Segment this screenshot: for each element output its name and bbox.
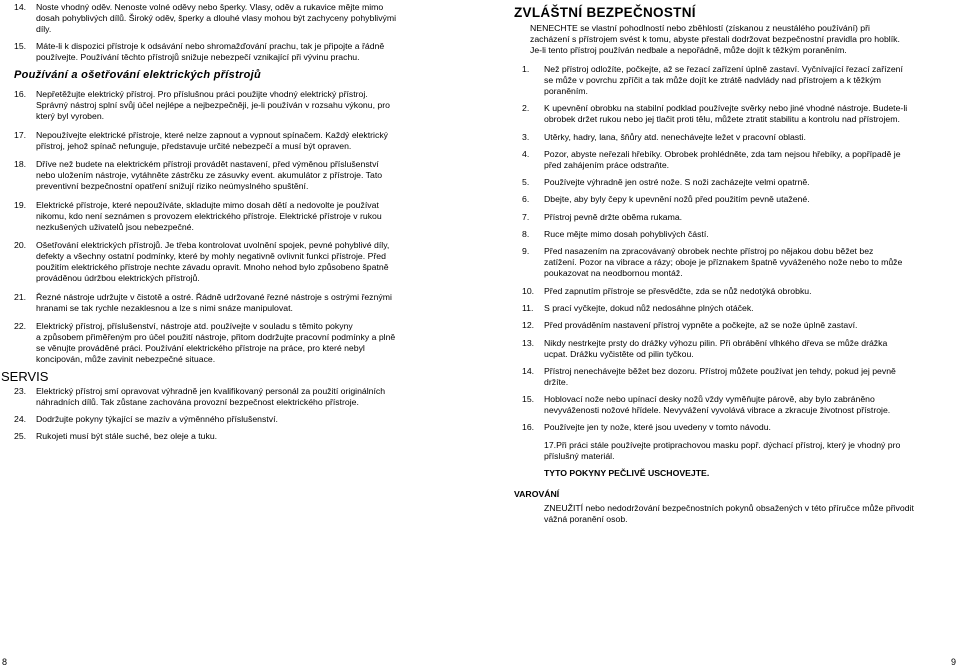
item-text: Máte-li k dispozici přístroje k odsávání nebo shromažďování prachu, tak je připojte a řádně používejte. Používání těchto přístrojů snižuje nebezpečí vznikající při vývinu prachu. (36, 41, 385, 62)
item-number: 25. (14, 430, 27, 441)
item-number: 4. (522, 148, 530, 159)
list-item (14, 321, 446, 365)
list-item (14, 89, 446, 122)
item-text: Dbejte, aby byly čepy k upevnění nožů před použitím pevně utažené. (544, 194, 810, 205)
item-text: Elektrické přístroje, které nepoužíváte, skladujte mimo dosah dětí a nedovolte je používat nikomu, kdo není seznámen s provozem elektrického přístroje. Elektrické přístroje v rukou nezkušených uživatelů jsou nebezpečné. (36, 199, 382, 232)
item-number: 24. (14, 413, 27, 424)
list-item (522, 320, 959, 331)
item-text: Před zapnutím přístroje se přesvědčte, zda se nůž nedotýká obrobku. (544, 285, 812, 296)
list-item (522, 132, 959, 143)
item-number: 15. (14, 41, 27, 51)
list-item (522, 229, 959, 240)
list-right (514, 64, 959, 462)
list-item (522, 177, 959, 188)
heading-servis: SERVIS (1, 368, 49, 384)
item-text: Používejte jen ty nože, které jsou uvedeny v tomto návodu. (544, 422, 771, 433)
keep-instructions-note: TYTO POKYNY PEČLIVĚ USCHOVEJTE. (544, 468, 710, 479)
list-item (522, 103, 959, 125)
list-item (522, 64, 959, 97)
item-number: 13. (522, 337, 535, 348)
item-number: 14. (522, 365, 535, 376)
right-column (514, 0, 959, 525)
list-item (14, 414, 446, 425)
list-item (522, 366, 959, 388)
item-text: K upevnění obrobku na stabilní podklad používejte svěrky nebo jiné vhodné nástroje. Budete-li obrobek držet rukou nebo jej tlačit proti tělu, můžete ztratit stabilitu a kontrolu nad přístrojem. (544, 103, 908, 125)
item-number: 3. (522, 131, 530, 142)
page-number-right: 9 (950, 657, 956, 667)
list-item (522, 440, 959, 462)
list-item (14, 159, 446, 192)
item-text: Před prováděním nastavení přístroj vypněte a počkejte, až se nože úplně zastaví. (544, 320, 858, 331)
item-text: Dříve než budete na elektrickém přístroji provádět nastavení, před výměnou příslušenství nebo uložením nástroje, vytáhněte zástrčku ze zásuvky event. akumulátor z přístroje. Tato preventivní bezpečnostní opatření snižují riziko neúmyslného spuštění. (36, 159, 383, 191)
item-text: Elektrický přístroj, příslušenství, nástroje atd. používejte v souladu s těmito pokyny a způsobem přiměřeným pro účel použití nástroje, přitom dodržujte pracovní podmínky a plně se věnujte prováděné práci. Používání elektrického přístroje na práce, pro které nebyl koncipován, může zavinit nebezpečné situace. (36, 321, 396, 364)
item-text: Nepoužívejte elektrické přístroje, které nelze zapnout a vypnout spínačem. Každý elektrický přístroj, jehož spínač nefunguje, představuje určité nebezpečí a musí být opraven. (36, 129, 389, 151)
item-text: Ruce mějte mimo dosah pohyblivých částí. (544, 229, 709, 240)
item-number: 15. (522, 394, 535, 405)
item-number: 7. (522, 211, 530, 222)
warning-text: ZNEUŽITÍ nebo nedodržování bezpečnostních pokynů obsažených v této příručce může přivodit vážná poranění osob. (544, 503, 914, 525)
item-number: 20. (14, 240, 27, 250)
item-number: 11. (522, 302, 534, 313)
list-item (14, 240, 446, 284)
list-item (522, 212, 959, 223)
list-item (14, 292, 446, 314)
item-number: 23. (14, 385, 27, 396)
list-item (14, 431, 446, 442)
item-number: 1. (522, 64, 530, 74)
list-left-c (14, 386, 446, 442)
item-number: 5. (522, 177, 530, 188)
item-number: 16. (14, 89, 27, 99)
item-text: Utěrky, hadry, lana, šňůry atd. nenechávejte ležet v pracovní oblasti. (544, 131, 806, 142)
item-number: 2. (522, 103, 530, 114)
list-item (522, 338, 959, 360)
list-item (522, 303, 959, 314)
item-text: Hoblovací nože nebo upínací desky nožů vždy vyměňujte párově, aby bylo zabráněno nevyváženosti nožové hřídele. Nevyvážení vyvolává vibrace a zkracuje životnost přístroje. (544, 394, 891, 416)
list-item (522, 194, 959, 205)
list-item (14, 41, 446, 63)
item-number: 18. (14, 159, 27, 169)
item-text: 17.Při práci stále používejte protiprachovou masku popř. dýchací přístroj, který je vhodný pro příslušný materiál. (544, 439, 901, 461)
item-number: 22. (14, 321, 27, 331)
item-text: Pozor, abyste neřezali hřebíky. Obrobek prohlédněte, zda tam nejsou hřebíky, a popřípadě je před zahájením práce odstraňte. (544, 148, 901, 170)
intro-paragraph: NENECHTE se vlastní pohodlností nebo zběhlostí (získanou z neustálého používání) při zacházení s přístrojem svést k tomu, abyste přestali dodržovat bezpečnostní pravidla pro hoblík. Je-li tento přístroj používán nedbale a nepořádně, může dojít k těžkým poraněním. (530, 23, 900, 55)
item-text: Dodržujte pokyny týkající se mazív a výměnného příslušenství. (36, 413, 278, 424)
item-text: Přístroj nenechávejte běžet bez dozoru. Přístroj můžete používat jen tehdy, pokud jej pevně držíte. (544, 365, 896, 387)
item-number: 17. (14, 129, 27, 140)
heading-use-care: Používání a ošetřování elektrických přístrojů (14, 69, 262, 81)
item-number: 9. (522, 246, 530, 257)
list-item (14, 130, 446, 152)
list-item (14, 200, 446, 233)
item-text: Nikdy nestrkejte prsty do drážky výhozu pilin. Při obrábění vlhkého dřeva se může drážka ucpat. Drážku vyčistěte od pilin tyčkou. (544, 337, 888, 359)
item-text: Přístroj pevně držte oběma rukama. (544, 211, 683, 222)
list-item (522, 149, 959, 171)
item-text: Noste vhodný oděv. Nenoste volné oděvy nebo šperky. Vlasy, oděv a rukavice mějte mimo dosah pohyblivých dílů. Široký oděv, šperky a dlouhé vlasy mohou být zachyceny pohyblivými díly. (36, 2, 397, 34)
list-left-a (14, 2, 446, 63)
item-text: Nepřetěžujte elektrický přístroj. Pro příslušnou práci použijte vhodný elektrický přístroj. Správný nástroj splní svůj účel nejlépe a nejbezpečněji, je-li používán v rozsahu výkonu, pro který byl vyroben. (36, 89, 390, 121)
item-number: 14. (14, 2, 27, 12)
item-number: 10. (522, 285, 535, 296)
item-number: 19. (14, 199, 27, 210)
item-number: 8. (522, 229, 530, 240)
item-text: Před nasazením na zpracovávaný obrobek nechte přístroj po nějakou dobu běžet bez zatížení. Pozor na vibrace a rázy; oboje je příznakem špatně vyváženého nože nebo to může poukazovat na neodbornou montáž. (544, 246, 903, 279)
left-column (1, 0, 446, 448)
list-left-b (14, 89, 446, 365)
item-number: 12. (522, 320, 535, 331)
item-text: S prací vyčkejte, dokud nůž nedosáhne plných otáček. (544, 302, 754, 313)
heading-special-safety: ZVLÁŠTNÍ BEZPEČNOSTNÍ (514, 5, 696, 20)
list-item (14, 2, 446, 35)
item-number: 16. (522, 422, 535, 433)
item-text: Než přístroj odložíte, počkejte, až se řezací zařízení úplně zastaví. Vyčnívající řezací zařízení se může v povrchu zpříčit a tak může dojít ke ztrátě nadvlády nad přístrojem a k těžkým poraněním. (544, 64, 903, 96)
list-item (522, 246, 959, 279)
list-item (14, 386, 446, 408)
item-text: Elektrický přístroj smí opravovat výhradně jen kvalifikovaný personál za použití originálních náhradních dílů. Tak zůstane zachována provozní bezpečnost elektrického přístroje. (36, 385, 386, 407)
warning-heading: VAROVÁNÍ (514, 489, 560, 500)
item-number: 6. (522, 194, 530, 205)
list-item (522, 286, 959, 297)
page-number-left: 8 (2, 657, 8, 667)
item-text: Rukojeti musí být stále suché, bez oleje a tuku. (36, 430, 218, 441)
list-item (522, 422, 959, 433)
item-text: Ošetřování elektrických přístrojů. Je třeba kontrolovat uvolnění spojek, pevné pohyblivé díly, defekty a všechny ostatní podmínky, které by mohly negativně ovlivnit funkci přístroje. Před použitím elektrického přístroje nechte závadu opravit. Mnoho nehod bylo způsobeno špatně prováděnou údržbou elektrických přístrojů. (36, 240, 390, 283)
list-item (522, 394, 959, 416)
item-text: Řezné nástroje udržujte v čistotě a ostré. Řádně udržované řezné nástroje s ostrými řeznými hranami se tak rychle nezaklesnou a lze s nimi snáze manipulovat. (36, 291, 392, 313)
item-text: Používejte výhradně jen ostré nože. S noži zacházejte velmi opatrně. (544, 177, 810, 188)
item-number: 21. (14, 291, 27, 302)
